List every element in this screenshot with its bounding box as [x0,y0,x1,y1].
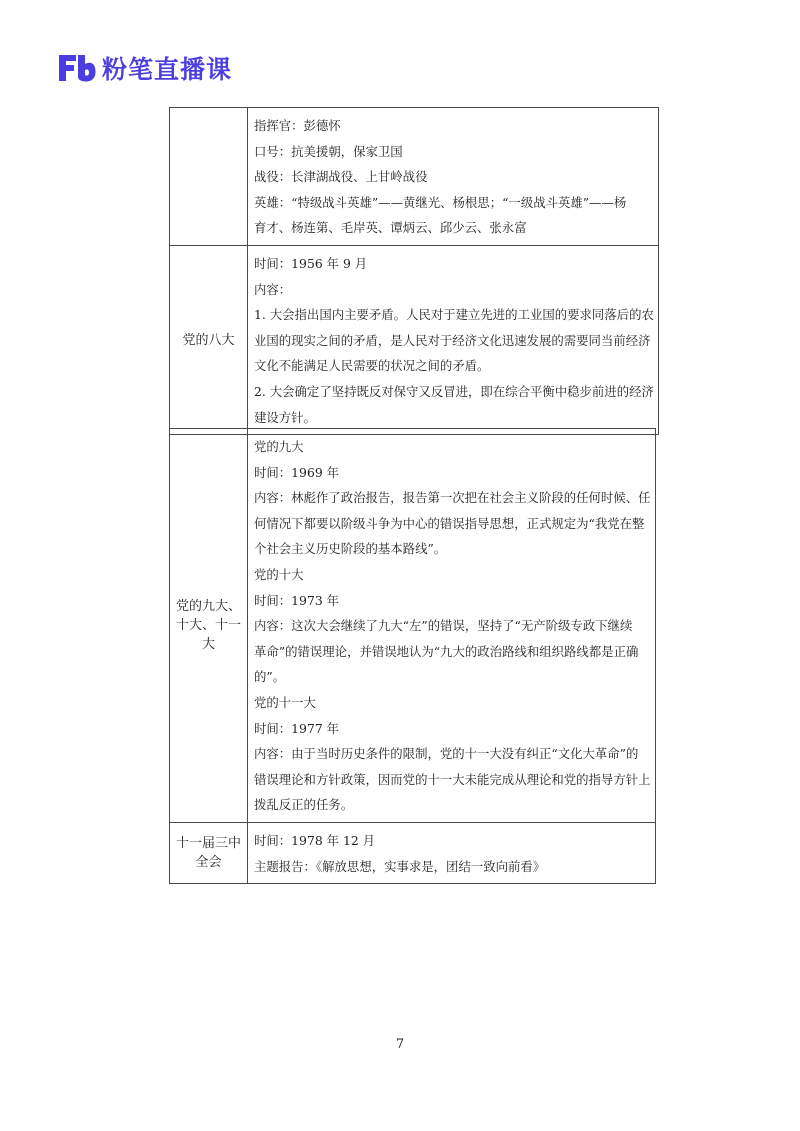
row-content [248,245,659,434]
page-number: 7 [395,1037,405,1052]
text-line: 时间：1969 年 [254,464,340,480]
table-row [170,822,656,883]
table-row [170,108,659,246]
content-table-1 [169,107,659,435]
row-content [248,108,659,246]
row-label: 党的九大、十大、十一大 [170,429,248,823]
text-line: 战役：长津湖战役、上甘岭战役 [254,169,428,185]
fb-logo-icon [56,51,96,85]
row-label: 十一届三中全会 [170,822,248,883]
text-line: 口号：抗美援朝，保家卫国 [254,143,403,159]
content-table-2 [169,428,656,884]
table-row [170,245,659,434]
text-line: 建设方针。 [254,409,316,425]
text-line: 党的十一大 [254,694,316,710]
text-line: 党的九大 [254,439,304,454]
text-line: 时间：1977 年 [254,720,340,736]
brand-name: 粉笔直播课 [102,55,233,84]
text-line: 英雄：“特级战斗英雄”——黄继光、杨根思；“一级战斗英雄”——杨 [254,194,627,210]
brand-logo [56,50,232,86]
text-line: 党的十大 [254,566,304,582]
text-line: 时间：1956 年 9 月 [254,255,368,271]
text-line: 的”。 [254,669,286,685]
text-line: 内容：这次大会继续了九大“左”的错误，坚持了“无产阶级专政下继续 [254,618,633,634]
text-line: 个社会主义历史阶段的基本路线”。 [254,541,447,557]
row-content [248,429,656,823]
text-line: 业国的现实之间的矛盾，是人民对于经济文化迅速发展的需要同当前经济 [254,332,651,348]
table-row [170,429,656,823]
row-content [248,822,656,883]
text-line: 革命”的错误理论，并错误地认为“九大的政治路线和组织路线都是正确 [254,643,639,659]
text-line: 何情况下都要以阶级斗争为中心的错误指导思想，正式规定为“我党在整 [254,515,645,531]
text-line: 内容：由于当时历史条件的限制，党的十一大没有纠正“文化大革命”的 [254,746,639,762]
text-line: 2. 大会确定了坚持既反对保守又反冒进，即在综合平衡中稳步前进的经济 [254,383,654,399]
text-line: 时间：1973 年 [254,592,340,608]
text-line: 时间：1978 年 12 月 [254,832,376,848]
text-line: 1. 大会指出国内主要矛盾。人民对于建立先进的工业国的要求同落后的农 [254,307,654,323]
row-label: 党的八大 [170,245,248,434]
text-line: 错误理论和方针政策，因而党的十一大未能完成从理论和党的指导方针上 [254,771,651,787]
text-line: 内容： [254,281,292,297]
row-label [170,108,248,246]
text-line: 拨乱反正的任务。 [254,797,354,813]
text-line: 文化不能满足人民需要的状况之间的矛盾。 [254,358,490,374]
text-line: 指挥官：彭德怀 [254,118,341,133]
text-line: 育才、杨连第、毛岸英、谭炳云、邱少云、张永富 [254,220,527,236]
text-line: 主题报告：《解放思想，实事求是，团结一致向前看》 [254,858,546,874]
text-line: 内容：林彪作了政治报告，报告第一次把在社会主义阶段的任何时候、任 [254,490,651,506]
